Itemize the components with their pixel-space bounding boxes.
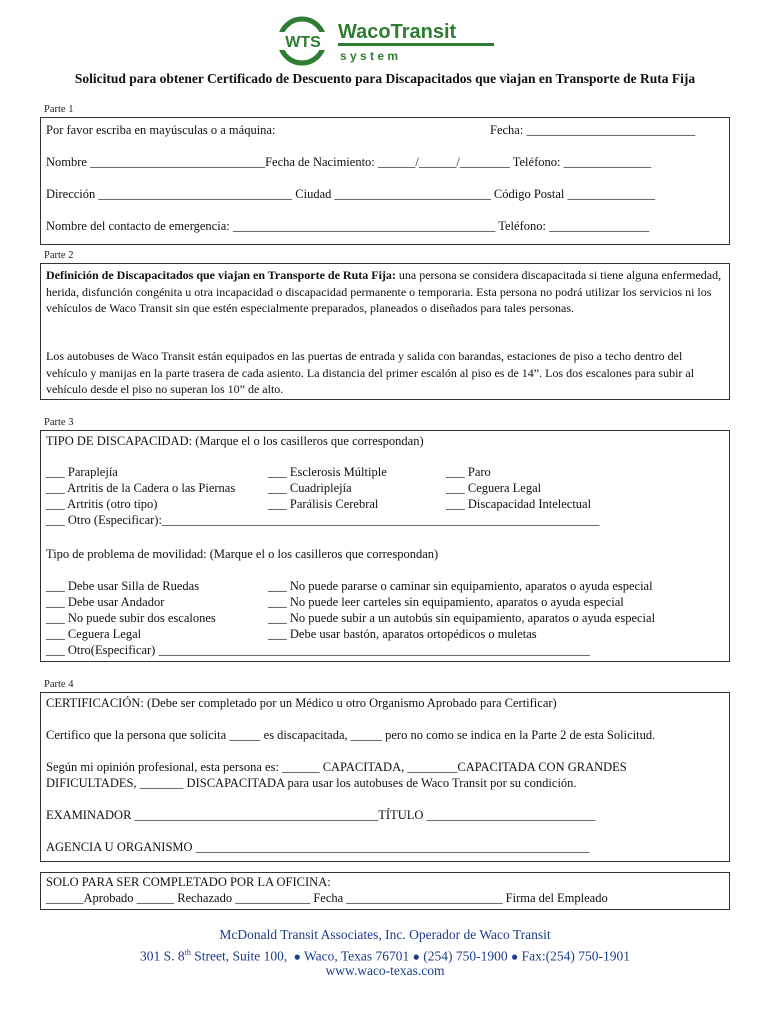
logo-initials: WTS (285, 34, 321, 51)
footer-street-suffix: th (184, 948, 191, 957)
direccion-field[interactable]: Dirección _______________________________ Ciudad _________________________ Código Postal ______________ (46, 187, 656, 201)
footer-street-number: 301 S. 8 (139, 948, 185, 964)
mob-silla-ruedas[interactable]: ___ Debe usar Silla de Ruedas (46, 579, 200, 593)
definition-term: Definición de Discapacitados que viajan en Transporte de Ruta Fija: (46, 268, 396, 282)
agencia-field[interactable]: AGENCIA U ORGANISMO _______________________________________________________________ (46, 840, 590, 854)
part3-label: Parte 3 (44, 417, 74, 428)
option-cuadriplejia[interactable]: ___ Cuadriplejía (268, 481, 352, 495)
option-paro[interactable]: ___ Paro (446, 465, 491, 479)
option-otro[interactable]: ___ Otro (Especificar):______________________________________________________________________ (46, 513, 600, 527)
opinion-line-1[interactable]: Según mi opinión profesional, esta persona es: ______ CAPACITADA, ________CAPACITADA CON GRANDES (46, 760, 627, 774)
part4-label: Parte 4 (44, 679, 74, 690)
option-ceguera-legal[interactable]: ___ Ceguera Legal (446, 481, 542, 495)
mob-baston[interactable]: ___ Debe usar bastón, aparatos ortopédicos o muletas (268, 627, 537, 641)
footer-city: Waco, Texas 76701 (303, 948, 410, 964)
bullet-icon: ● (511, 949, 519, 964)
mob-pararse[interactable]: ___ No puede pararse o caminar sin equipamiento, aparatos o ayuda especial (268, 579, 653, 593)
tipo-heading: TIPO DE DISCAPACIDAD: (Marque el o los casilleros que correspondan) (46, 434, 424, 448)
mob-andador[interactable]: ___ Debe usar Andador (46, 595, 165, 609)
certifico-line[interactable]: Certifico que la persona que solicita _____ es discapacitada, _____ pero no como se indica en la Parte 2 de esta Solicitud. (46, 728, 656, 742)
mob-escalones[interactable]: ___ No puede subir dos escalones (46, 611, 216, 625)
logo-name: WacoTransit (338, 21, 457, 43)
option-artritis-otro[interactable]: ___ Artritis (otro tipo) (46, 497, 158, 511)
office-fields[interactable]: ______Aprobado ______ Rechazado ____________ Fecha _________________________ Firma del Empleado (46, 891, 608, 905)
option-paralisis[interactable]: ___ Parálisis Cerebral (268, 497, 379, 511)
emergencia-field[interactable]: Nombre del contacto de emergencia: __________________________________________ Teléfono: ________________ (46, 219, 650, 233)
footer-website[interactable]: www.waco-texas.com (325, 963, 445, 978)
certificacion-heading: CERTIFICACIÓN: (Debe ser completado por un Médico u otro Organismo Aprobado para Certificar) (46, 696, 557, 710)
option-artritis-cadera[interactable]: ___ Artritis de la Cadera o las Piernas (46, 481, 236, 495)
mob-carteles[interactable]: ___ No puede leer carteles sin equipamiento, aparatos o ayuda especial (268, 595, 624, 609)
waco-transit-logo (274, 16, 498, 66)
nombre-field[interactable]: Nombre ____________________________Fecha de Nacimiento: ______/______/________ Teléfono: ______________ (46, 155, 652, 169)
part2-label: Parte 2 (44, 250, 74, 261)
bullet-icon: ● (412, 949, 420, 964)
buses-paragraph: Los autobuses de Waco Transit están equipados en las puertas de entrada y salida con barandas, estaciones de piso a techo dentro del vehículo y manijas en la parte trasera de cada asiento. La distancia del primer escalón al piso es de 14”. Los dos escalones para subir al vehículo desde el piso no superan los 10” de alto. (46, 349, 695, 396)
logo-tagline: s y s t e m (340, 49, 399, 63)
document-title: Solicitud para obtener Certificado de Descuento para Discapacitados que viajan en Transporte de Ruta Fija (74, 71, 696, 86)
option-esclerosis[interactable]: ___ Esclerosis Múltiple (268, 465, 387, 479)
definition-paragraph (46, 267, 724, 317)
footer-phone: (254) 750-1900 (423, 948, 508, 964)
footer-company: McDonald Transit Associates, Inc. Operador de Waco Transit (219, 927, 551, 942)
office-heading: SOLO PARA SER COMPLETADO POR LA OFICINA: (46, 875, 331, 889)
option-paraplejia[interactable]: ___ Paraplejía (46, 465, 118, 479)
examinador-field[interactable]: EXAMINADOR _______________________________________TÍTULO ___________________________ (46, 808, 596, 822)
movilidad-heading: Tipo de problema de movilidad: (Marque el o los casilleros que correspondan) (46, 547, 439, 561)
mob-otro[interactable]: ___ Otro(Especificar) _____________________________________________________________________ (46, 643, 590, 657)
option-discapacidad-intelectual[interactable]: ___ Discapacidad Intelectual (446, 497, 592, 511)
definition-text: una persona se considera discapacitada si tiene alguna enfermedad, herida, disfunción congénita u otra incapacidad o discapacidad permanente o temporaria. Esta persona no podrá utilizar los servicios ni los vehículos de Waco Transit sin que estén especialmente preparados, planeados o diseñados para tales personas. (46, 268, 722, 315)
part1-instruction: Por favor escriba en mayúsculas o a máquina: (46, 123, 276, 137)
opinion-line-2[interactable]: DIFICULTADES, _______ DISCAPACITADA para usar los autobuses de Waco Transit por su condición. (46, 776, 577, 790)
part1-label: Parte 1 (44, 104, 74, 115)
mob-subir-autobus[interactable]: ___ No puede subir a un autobús sin equipamiento, aparatos o ayuda especial (268, 611, 656, 625)
footer-fax: Fax:(254) 750-1901 (521, 948, 631, 964)
bullet-icon: ● (290, 949, 301, 964)
fecha-field[interactable]: Fecha: ___________________________ (490, 123, 696, 137)
mob-ceguera[interactable]: ___ Ceguera Legal (46, 627, 142, 641)
footer-street: Street, Suite 100, (190, 948, 288, 964)
